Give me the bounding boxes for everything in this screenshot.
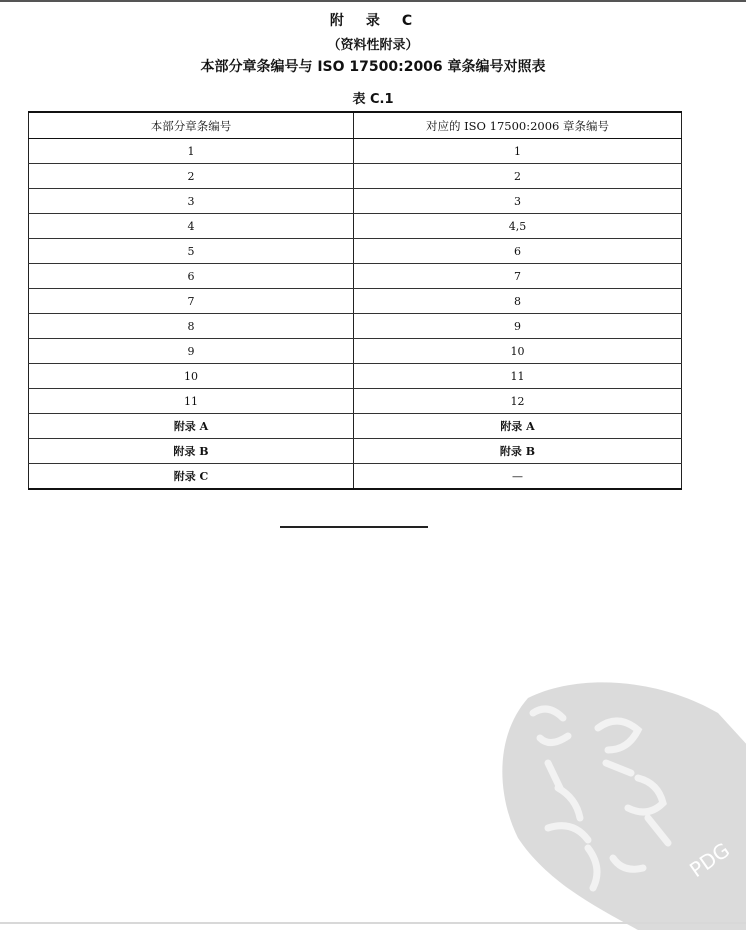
table-row xyxy=(29,189,682,214)
page-bottom-border xyxy=(0,922,746,924)
cell-iso-clause: 2 xyxy=(354,164,682,189)
cell-iso-clause: — xyxy=(354,464,682,490)
cell-iso-clause: 附录 B xyxy=(354,439,682,464)
table-row xyxy=(29,164,682,189)
cell-iso-clause: 附录 A xyxy=(354,414,682,439)
correspondence-table xyxy=(28,111,682,490)
table-row xyxy=(29,214,682,239)
table-header-row xyxy=(29,112,682,139)
page-top-border xyxy=(0,0,746,2)
cell-this-part-clause: 2 xyxy=(29,164,354,189)
table-row xyxy=(29,314,682,339)
cell-iso-clause: 7 xyxy=(354,264,682,289)
cell-iso-clause: 12 xyxy=(354,389,682,414)
cell-iso-clause: 3 xyxy=(354,189,682,214)
cell-this-part-clause: 1 xyxy=(29,139,354,164)
header-iso-clause: 对应的 ISO 17500:2006 章条编号 xyxy=(354,112,682,139)
cell-this-part-clause: 5 xyxy=(29,239,354,264)
cell-this-part-clause: 4 xyxy=(29,214,354,239)
cell-iso-clause: 4,5 xyxy=(354,214,682,239)
cell-this-part-clause: 11 xyxy=(29,389,354,414)
table-row xyxy=(29,414,682,439)
table-row xyxy=(29,289,682,314)
end-of-document-line xyxy=(280,526,428,528)
cell-this-part-clause: 附录 B xyxy=(29,439,354,464)
header-this-part-clause: 本部分章条编号 xyxy=(29,112,354,139)
cell-iso-clause: 11 xyxy=(354,364,682,389)
cell-this-part-clause: 7 xyxy=(29,289,354,314)
annex-caption: 本部分章条编号与 ISO 17500:2006 章条编号对照表 xyxy=(200,59,546,75)
cell-this-part-clause: 3 xyxy=(29,189,354,214)
table-title: 表 C.1 xyxy=(352,92,394,107)
cell-iso-clause: 10 xyxy=(354,339,682,364)
watermark-seal xyxy=(488,668,746,930)
cell-this-part-clause: 10 xyxy=(29,364,354,389)
cell-iso-clause: 6 xyxy=(354,239,682,264)
table-row xyxy=(29,439,682,464)
watermark-text: PDG xyxy=(685,837,735,883)
cell-iso-clause: 9 xyxy=(354,314,682,339)
table-row xyxy=(29,364,682,389)
table-body xyxy=(29,139,682,490)
cell-iso-clause: 8 xyxy=(354,289,682,314)
table-row xyxy=(29,139,682,164)
cell-this-part-clause: 附录 A xyxy=(29,414,354,439)
table-row xyxy=(29,339,682,364)
table-row xyxy=(29,264,682,289)
cell-this-part-clause: 附录 C xyxy=(29,464,354,490)
table-row xyxy=(29,464,682,490)
cell-this-part-clause: 9 xyxy=(29,339,354,364)
table-row xyxy=(29,389,682,414)
cell-this-part-clause: 8 xyxy=(29,314,354,339)
cell-iso-clause: 1 xyxy=(354,139,682,164)
cell-this-part-clause: 6 xyxy=(29,264,354,289)
table-row xyxy=(29,239,682,264)
annex-subtitle: （资料性附录） xyxy=(327,38,419,53)
annex-title: 附 录 C xyxy=(329,13,417,29)
